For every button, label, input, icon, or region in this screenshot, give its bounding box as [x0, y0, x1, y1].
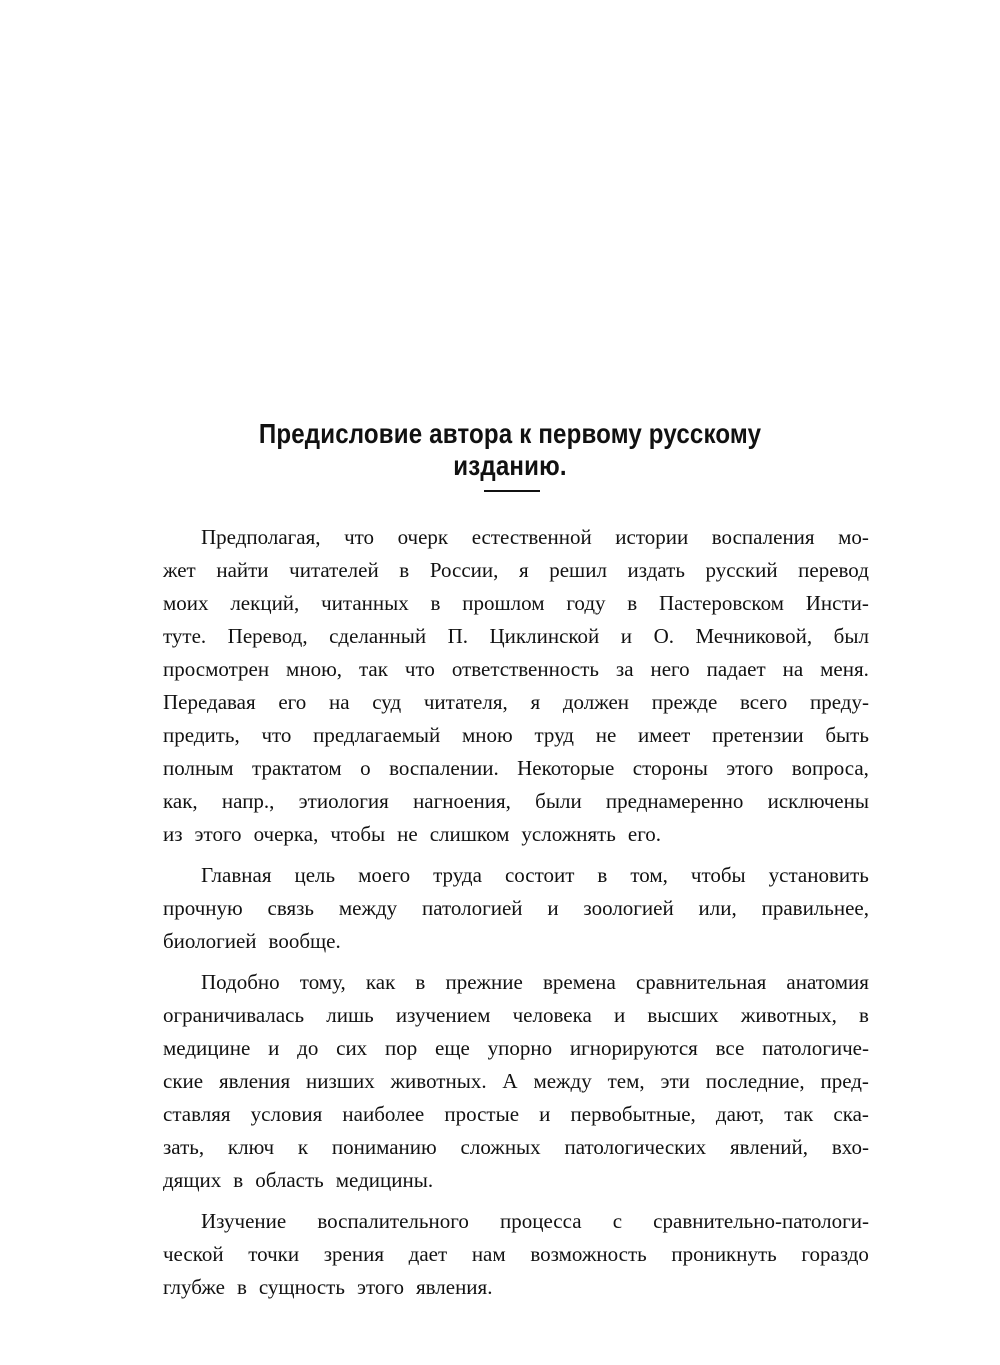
text-line: Передавая его на суд читателя, я должен прежде всего преду- — [163, 690, 869, 714]
title-divider — [484, 490, 540, 492]
text-line: глубже в сущность этого явления. — [163, 1275, 493, 1299]
text-line: предить, что предлагаемый мною труд не имеет претензии быть — [163, 723, 869, 747]
text-line: просмотрен мною, так что ответственность за него падает на меня. — [163, 657, 869, 681]
text-line: туте. Перевод, сделанный П. Циклинской и О. Мечниковой, был — [163, 624, 869, 648]
text-line: ограничивалась лишь изучением человека и высших животных, в — [163, 1003, 869, 1027]
paragraph — [163, 521, 869, 851]
text-line: ческой точки зрения дает нам возможность проникнуть гораздо — [163, 1242, 869, 1266]
text-line: зать, ключ к пониманию сложных патологических явлений, вхо- — [163, 1135, 869, 1159]
text-line: из этого очерка, чтобы не слишком усложнять его. — [163, 822, 662, 846]
paragraph — [163, 859, 869, 958]
page-title: Предисловие автора к первому русскому изданию. — [258, 418, 762, 481]
text-line: Изучение воспалительного процесса с сравнительно-патологи- — [201, 1209, 869, 1233]
text-line: медицине и до сих пор еще упорно игнорируются все патологиче- — [163, 1036, 869, 1060]
text-line: моих лекций, читанных в прошлом году в Пастеровском Инсти- — [163, 591, 869, 615]
text-line: Главная цель моего труда состоит в том, чтобы установить — [201, 863, 869, 887]
preface-body — [163, 521, 869, 1312]
text-line: Предполагая, что очерк естественной истории воспаления мо- — [201, 525, 869, 549]
text-line: полным трактатом о воспалении. Некоторые стороны этого вопроса, — [163, 756, 869, 780]
text-line: дящих в область медицины. — [163, 1168, 434, 1192]
text-line: как, напр., этиология нагноения, были преднамеренно исключены — [163, 789, 869, 813]
text-line: прочную связь между патологией и зоологией или, правильнее, — [163, 896, 869, 920]
text-line: жет найти читателей в России, я решил издать русский перевод — [163, 558, 869, 582]
text-line: ские явления низших животных. А между тем, эти последние, пред- — [163, 1069, 869, 1093]
paragraph — [163, 966, 869, 1197]
text-line: Подобно тому, как в прежние времена сравнительная анатомия — [201, 970, 869, 994]
text-line: ставляя условия наиболее простые и первобытные, дают, так ска- — [163, 1102, 869, 1126]
text-line: биологией вообще. — [163, 929, 341, 953]
paragraph — [163, 1205, 869, 1304]
